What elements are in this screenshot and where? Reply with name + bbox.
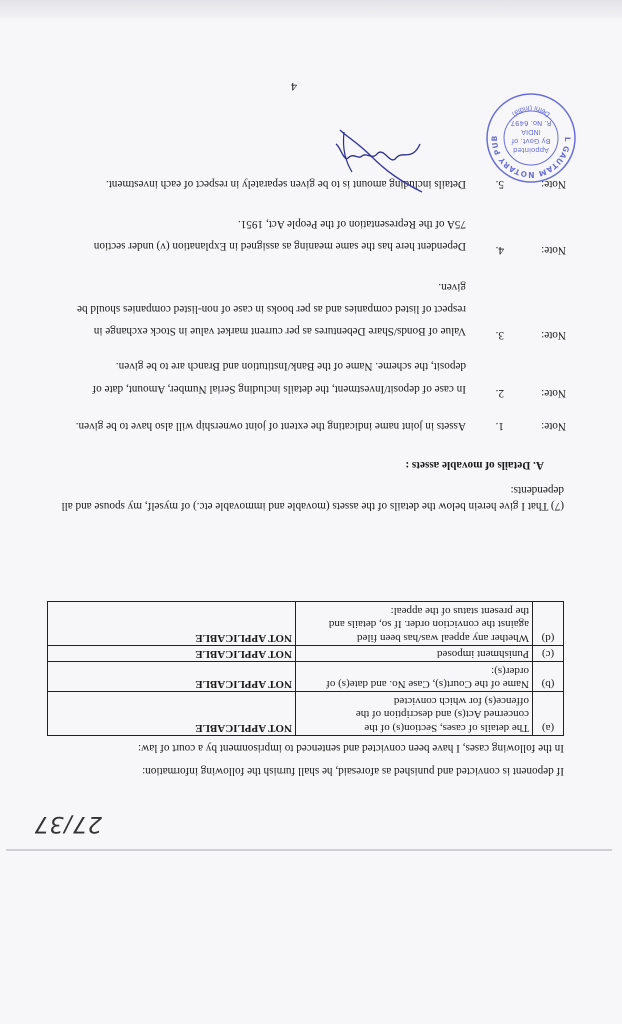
section-heading: A. Details of movable assets : bbox=[405, 459, 544, 471]
note-line: deposit, the scheme. Name of the Bank/Institution and Branch are to be given. bbox=[115, 360, 466, 372]
row-label-line: Whether any appeal was/has been filed bbox=[357, 632, 529, 644]
note-line: Assets in joint name indicating the extent of joint ownership will also have to be given. bbox=[75, 420, 466, 432]
row-index: (d) bbox=[533, 602, 564, 646]
row-value: NOT APPLICABLE bbox=[48, 662, 296, 692]
stamp-inner-line: INDIA bbox=[521, 128, 541, 136]
note-line: Dependent here has the same meaning as assigned in Explanation (v) under section bbox=[93, 240, 466, 252]
signature bbox=[332, 122, 432, 202]
row-label bbox=[296, 646, 533, 663]
note-1 bbox=[26, 417, 566, 433]
note-text bbox=[36, 276, 466, 342]
row-value: NOT APPLICABLE bbox=[48, 646, 296, 663]
stamp-inner-line: R. No. 6497 bbox=[510, 119, 552, 127]
note-line: given. bbox=[438, 281, 466, 293]
note-2 bbox=[26, 360, 566, 400]
note-number: 3. bbox=[495, 329, 504, 341]
row-index: (a) bbox=[533, 692, 564, 736]
row-label-line: Punishment imposed bbox=[437, 648, 529, 661]
note-label: Note: bbox=[541, 387, 566, 399]
row-label-line: concerned Act(s) and description of the bbox=[355, 708, 529, 721]
stamp-inner-line: By Govt. of bbox=[511, 137, 551, 145]
row-value: NOT APPLICABLE bbox=[48, 692, 296, 736]
note-label: Note: bbox=[541, 420, 566, 432]
stamp-inner-line: Appointed bbox=[513, 146, 549, 154]
row-label bbox=[296, 602, 533, 646]
notary-stamp bbox=[485, 92, 577, 184]
note-text bbox=[36, 354, 466, 400]
intro-line-1: If deponent is convicted and punished as aforesaid, he shall furnish the following information: bbox=[142, 765, 564, 777]
svg-text:Delhi (India) bbox=[510, 104, 552, 119]
page-number: 4 bbox=[291, 80, 297, 94]
para7-line-2: dependents: bbox=[510, 484, 564, 496]
table-row bbox=[48, 662, 564, 692]
row-label bbox=[296, 692, 533, 736]
note-number: 2. bbox=[495, 387, 504, 399]
stamp-bottom-text: Delhi (India) bbox=[510, 103, 552, 119]
row-label-line: the present status of the appeal: bbox=[390, 605, 529, 617]
table-row bbox=[48, 692, 564, 736]
row-label-line: order(s): bbox=[491, 665, 529, 677]
row-value: NOT APPLICABLE bbox=[48, 602, 296, 646]
note-number: 1. bbox=[495, 420, 504, 432]
note-text bbox=[36, 213, 466, 257]
note-line: respect of listed companies and as per books in case of non-listed companies should be bbox=[77, 303, 466, 315]
note-line: Value of Bonds/Share Debentures as per current market value in Stock exchange in bbox=[93, 325, 466, 337]
row-index: (b) bbox=[533, 662, 564, 692]
note-number: 5. bbox=[495, 178, 504, 190]
conviction-table bbox=[47, 602, 564, 737]
note-3 bbox=[26, 282, 566, 342]
note-line: In case of deposit/Investment, the details including Serial Number, Amount, date of bbox=[92, 383, 466, 395]
stamp-outer-text: L GAUTAM NOTARY PUB bbox=[489, 134, 573, 180]
table-row bbox=[48, 602, 564, 646]
table-row bbox=[48, 646, 564, 663]
row-label-line: offence(s) for which convicted bbox=[393, 695, 529, 707]
note-number: 4. bbox=[495, 244, 504, 256]
para7-line-1: (7) That I give herein below the details of the assets (movable and immovable etc.) of myself, my spouse and all bbox=[61, 500, 564, 512]
note-label: Note: bbox=[541, 244, 566, 256]
intro-line-2: In the following cases, I have been convicted and sentenced to imprisonment by a court of law: bbox=[138, 742, 564, 754]
note-4 bbox=[26, 217, 566, 257]
row-label-line: Name of the Court(s), Case No. and date(s) of bbox=[326, 678, 529, 691]
note-text bbox=[36, 419, 466, 433]
note-label: Note: bbox=[541, 178, 566, 190]
row-index: (c) bbox=[533, 646, 564, 663]
stamp-graphic bbox=[485, 92, 577, 184]
note-line: Details including amount is to be given separately in respect of each investment. bbox=[105, 178, 466, 190]
row-label bbox=[296, 662, 533, 692]
note-label: Note: bbox=[541, 329, 566, 341]
handwritten-reference: 27/37 bbox=[33, 811, 102, 836]
note-line: 75A of the Representation of the People Act, 1951. bbox=[237, 218, 466, 230]
row-label-line: against the conviction order. If so, details and bbox=[328, 618, 529, 631]
row-label-line: The details of cases, Section(s) of the bbox=[364, 722, 529, 734]
